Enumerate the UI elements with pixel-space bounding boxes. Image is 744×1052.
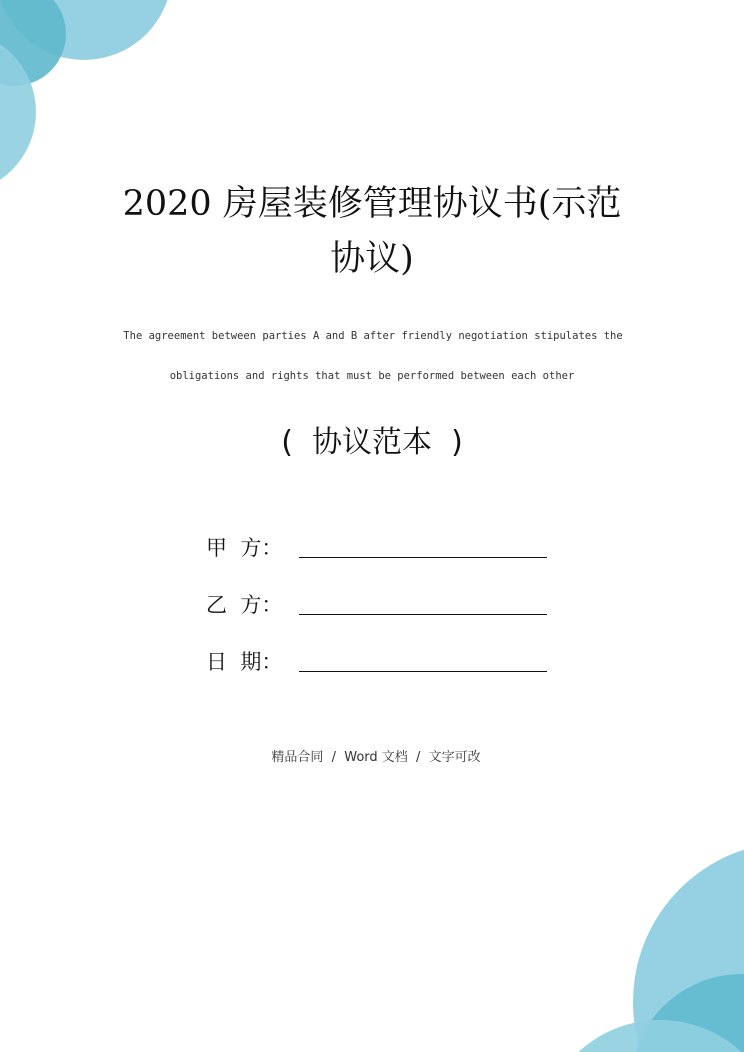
document-title-line1: 2020 房屋装修管理协议书(示范 — [122, 184, 622, 224]
party-a-field — [206, 534, 566, 562]
english-subtitle-line2: obligations and rights that must be performed between each other — [169, 370, 575, 382]
top-left-shapes — [0, 0, 172, 194]
party-a-blank-line[interactable] — [299, 557, 547, 558]
english-subtitle-line1: The agreement between parties A and B after friendly negotiation stipulates the — [123, 330, 623, 342]
footer-note: 精品合同 / Word 文档 / 文字可改 — [271, 750, 481, 765]
party-b-field — [206, 591, 566, 619]
party-b-label: 乙 方： — [206, 593, 283, 617]
party-b-blank-line[interactable] — [299, 614, 547, 615]
party-a-label: 甲 方： — [206, 536, 283, 560]
date-field — [206, 648, 566, 676]
date-label: 日 期： — [206, 650, 283, 674]
bottom-right-shapes — [540, 842, 744, 1052]
template-title: ( 协议范本 ) — [281, 425, 463, 460]
date-blank-line[interactable] — [299, 671, 547, 672]
document-title-line2: 协议) — [330, 239, 414, 279]
